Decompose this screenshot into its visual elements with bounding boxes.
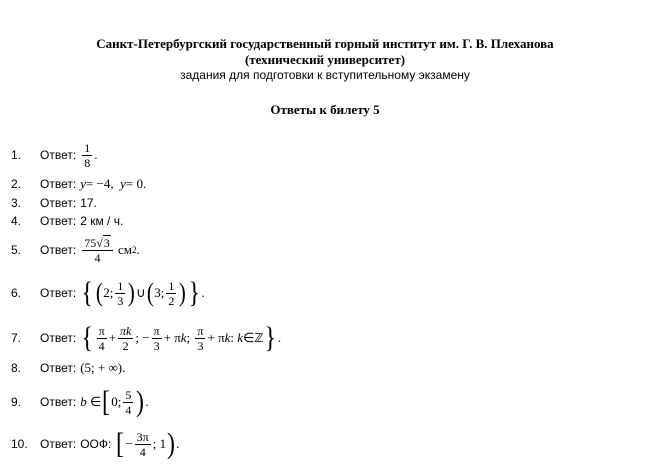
answer-value: { ( 2; $\frac{1}{3}$ ) ∪ ( 3; $\frac{1}{2}$ ) } .: [81, 276, 205, 309]
answer-value: [ − $\frac{3\pi}{4}$ ; 1 ) .: [116, 427, 180, 460]
answer-body: [40, 323, 281, 353]
answer-label: Ответ:: [40, 177, 77, 191]
document-header: [0, 36, 650, 82]
answer-label: Ответ:: [40, 331, 77, 345]
answer-value: 17.: [80, 196, 97, 210]
answer-label: Ответ:: [40, 437, 77, 451]
answer-number: 3.: [11, 196, 22, 210]
answer-value: y = −4, y = 0 .: [80, 176, 147, 191]
answer-label: Ответ:: [40, 395, 77, 409]
institute-subtitle: (технический университет): [244, 52, 406, 67]
answer-body: [40, 237, 140, 264]
document-purpose: задания для подготовки к вступительному экзамену: [180, 68, 470, 82]
answer-number: 2.: [11, 177, 22, 191]
answers-title: Ответы к билету 5: [270, 102, 380, 117]
answer-number: 1.: [11, 148, 22, 162]
answer-label: Ответ:: [40, 286, 77, 300]
answer-number: 4.: [11, 214, 22, 228]
answer-body: Ответ: 2 км / ч .: [40, 214, 124, 228]
answer-value: (5; + ∞): [80, 360, 123, 375]
answer-body: [40, 196, 97, 210]
answer-label: Ответ:: [40, 214, 77, 228]
answer-body: [40, 142, 97, 169]
answer-number: 9.: [11, 395, 22, 409]
answer-body: Ответ: (5; + ∞) .: [40, 360, 126, 375]
answer-number: 6.: [11, 286, 22, 300]
answer-value: 2 км / ч: [80, 214, 120, 228]
answer-label: Ответ:: [40, 243, 77, 257]
answer-number: 10.: [11, 437, 28, 451]
answer-value: { $\frac{\pi}{4}$ + $\frac{\pi k}{2}$ ; − $\frac{\pi}{3}$ + π k ; $\frac{\pi}{3}$ + π k : k ∈ ℤ } .: [81, 321, 282, 354]
answer-number: 7.: [11, 331, 22, 345]
answer-body: [40, 387, 149, 417]
answer-number: 5.: [11, 243, 22, 257]
answer-value: b ∈ [ 0; $\frac{5}{4}$ ) .: [80, 385, 149, 418]
answer-label: Ответ:: [40, 148, 77, 162]
answer-label: Ответ:: [40, 196, 77, 210]
answer-label: Ответ:: [40, 361, 77, 375]
answer-number: 8.: [11, 361, 22, 375]
answer-body: [40, 176, 146, 192]
institute-name: Санкт-Петербургский государственный горный институт им. Г. В. Плеханова: [96, 36, 554, 51]
answer-body: Ответ: ООФ: [ − $\frac{3\pi}{4}$ ; 1 ) .: [40, 427, 180, 460]
answer-value: $\frac{75√3}{4}$ см 2 .: [84, 235, 140, 265]
answer-value: $\frac{1}{8}$ .: [84, 140, 98, 170]
answer-body: [40, 278, 205, 308]
